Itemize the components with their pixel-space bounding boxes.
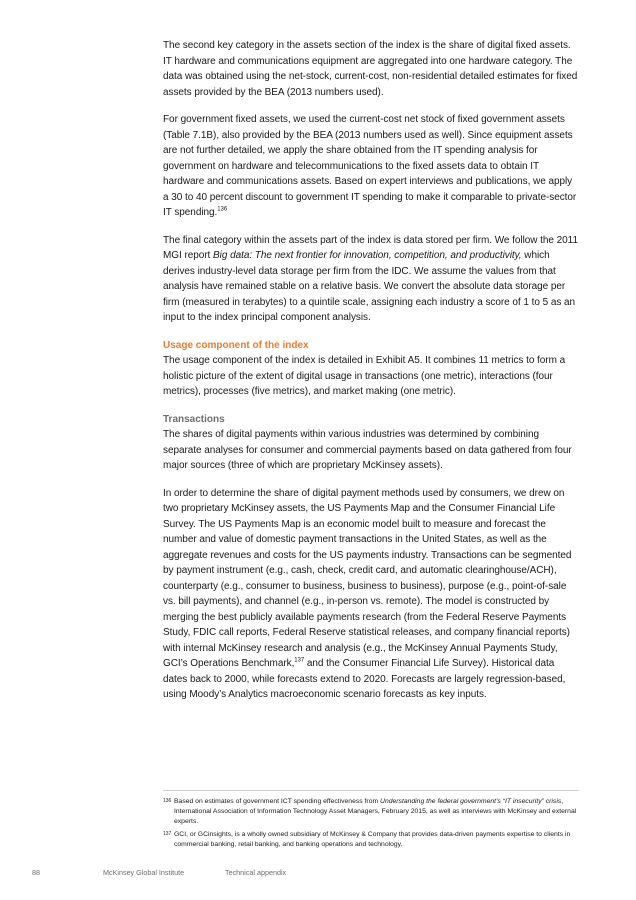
publisher-name: McKinsey Global Institute bbox=[103, 868, 185, 877]
footnote-cited-title: Understanding the federal government’s “IT insecurity” crisis bbox=[380, 798, 562, 805]
paragraph-text: In order to determine the share of digital payment methods used by consumers, we drew on two proprietary McKinsey assets, the US Payments Map and the Consumer Financial Life Survey. The US Payments Map is an economic model built to measure and forecast the number and value of domestic payment transactions in the United States, as well as the aggregate revenues and costs for the US payments industry. Transactions can be segmented by payment instrument (e.g., cash, check, credit card, and automatic clearinghouse/ACH), counterparty (e.g., consumer to business, business to business), purpose (e.g., point-of-sale vs. bill payments), and channel (e.g., in-person vs. remote). The model is constructed by merging the best publicly available payments research (from the Federal Reserve Payments Study, FDIC call reports, Federal Reserve statistical releases, and company financial reports) with internal McKinsey research and analysis (e.g., the McKinsey Annual Payments Study, GCI’s Operations Benchmark, bbox=[163, 487, 572, 669]
footnote-text: , International Association of Information Technology Asset Managers, February 2015, as well as interviews with McKinsey and external experts. bbox=[174, 798, 577, 825]
paragraph-digital-payments-shares: The shares of digital payments within various industries was determined by combining separate analyses for consumer and commercial payments based on data gathered from four major sources (three of which are proprietary McKinsey assets). bbox=[163, 429, 572, 471]
footnote-text: Based on estimates of government ICT spending effectiveness from bbox=[174, 798, 381, 805]
section-name: Technical appendix bbox=[225, 868, 287, 877]
paragraph-government-fixed-assets bbox=[163, 112, 579, 221]
paragraph-text: For government fixed assets, we used the current-cost net stock of fixed government assets (Table 7.1B), also provided by the BEA (2013 numbers used as well). Since equipment assets are not further detailed, we apply the share obtained from the IT spending analysis for government on hardware and telecommunications to the fixed assets data to obtain IT hardware and communications assets. Based on expert interviews and publications, we apply a 30 to 40 percent discount to government IT spending to make it comparable to private-sector IT spending. bbox=[163, 114, 577, 218]
paragraph-usage-component: The usage component of the index is detailed in Exhibit A5. It combines 11 metrics to form a holistic picture of the extent of digital usage in transactions (one metric), interactions (four metrics), processes (five metrics), and market making (one metric). bbox=[163, 355, 566, 397]
footnote-text: GCI, or GCinsights, is a wholly owned subsidiary of McKinsey & Company that provides data-driven payments expertise to clients in commercial banking, retail banking, and banking operations and technology. bbox=[174, 831, 571, 848]
usage-component-heading: Usage component of the index bbox=[163, 339, 309, 351]
footnotes bbox=[163, 790, 579, 853]
footnote-ref-137[interactable]: 137 bbox=[294, 657, 305, 664]
paragraph-text: which derives industry-level data storage per firm from the IDC. We assume the values from that analysis have remained stable on a relative basis. We convert the absolute data storage per firm (measured in terabytes) to a quintile scale, assigning each industry a score of 1 to 5 as an input to the index principal component analysis. bbox=[163, 250, 576, 323]
paragraph-consumer-payments bbox=[163, 486, 579, 703]
page-number: 88 bbox=[32, 868, 40, 877]
main-text bbox=[163, 38, 579, 715]
paragraph-text: The final category within the assets part of the index is data stored per firm. We follow the 2011 MGI report bbox=[163, 234, 578, 261]
footnote-ref-136[interactable]: 136 bbox=[217, 206, 228, 213]
paragraph-text: and the Consumer Financial Life Survey). Historical data dates back to 2000, while forecasts extend to 2020. Forecasts are largely regression-based, using Moody’s Analytics macroeconomic scenario forecasts as key inputs. bbox=[163, 658, 566, 700]
footnote-137 bbox=[163, 830, 579, 850]
report-title: Big data: The next frontier for innovation, competition, and productivity, bbox=[213, 250, 522, 261]
transactions-heading: Transactions bbox=[163, 413, 225, 425]
footnote-number: 136 bbox=[163, 798, 172, 804]
footnote-number: 137 bbox=[163, 831, 172, 837]
paragraph-digital-fixed-assets: The second key category in the assets section of the index is the share of digital fixed assets. IT hardware and communications equipment are aggregated into one hardware category. The data was obtained using the net-stock, current-cost, non-residential detailed estimates for fixed assets provided by the BEA (2013 numbers used). bbox=[163, 40, 578, 98]
footnote-136 bbox=[163, 797, 579, 827]
paragraph-data-stored-per-firm bbox=[163, 233, 579, 326]
